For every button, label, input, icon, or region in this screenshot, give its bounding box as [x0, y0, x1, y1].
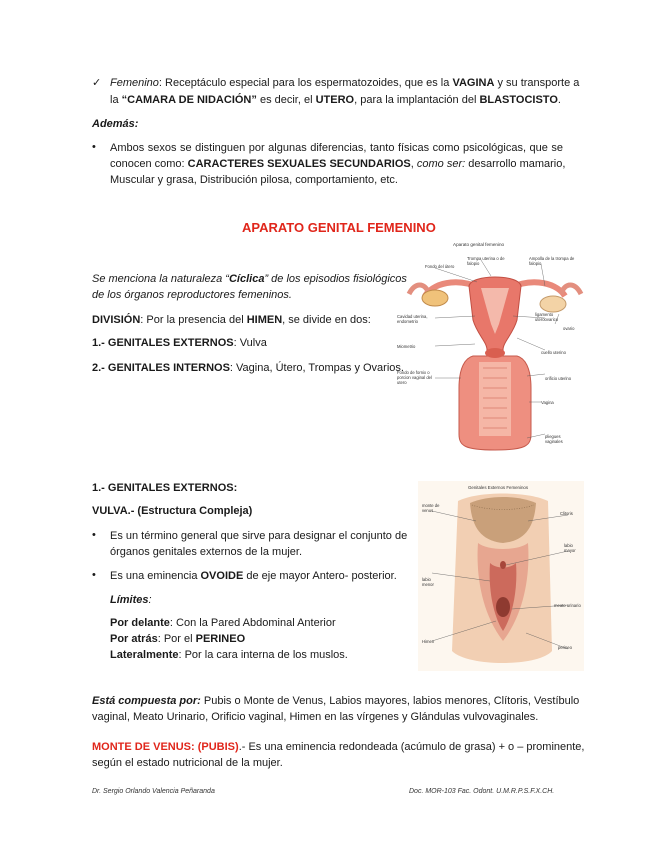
division-term: DIVISIÓN: [92, 314, 141, 326]
label-ampolla: Ampolla de la trompa de falopio: [529, 256, 575, 266]
camara-term: “CAMARA DE NIDACIÓN”: [121, 94, 257, 106]
ciclica-line2: de los órganos reproductores femeninos.: [92, 289, 292, 301]
externos-heading: 1.- GENITALES EXTERNOS:: [92, 482, 238, 494]
text-span: conocen como:: [110, 158, 188, 170]
text-span: Lateralmente: [110, 649, 179, 661]
bullet-icon: •: [92, 569, 96, 581]
ademas-line3: Muscular y grasa, Distribución pilosa, comportamiento, etc.: [110, 174, 398, 186]
ciclica-line1: [92, 272, 407, 286]
ovoide-term: OVOIDE: [200, 570, 244, 582]
text-span: , se divide en dos:: [282, 314, 371, 326]
limite-lateral: [110, 648, 348, 662]
text-span: 2.- GENITALES INTERNOS: [92, 362, 230, 374]
footer-course: Doc. MOR-103 Fac. Odont. U.M.R.P.S.F.X.CH.: [409, 788, 555, 795]
label-ligamento: ligamento uteroovarico: [535, 312, 559, 322]
text-span: Es una eminencia: [110, 570, 201, 582]
text-span: 1.- GENITALES EXTERNOS: [92, 337, 234, 349]
vulva-heading: VULVA.- (Estructura Compleja): [92, 505, 253, 517]
femenino-term: Femenino: [110, 77, 159, 89]
label-cavidad: Cavidad uterina, endometrio: [397, 314, 428, 324]
label-pliegues: pliegues vaginales: [545, 434, 563, 444]
label-orificio: orificio uterino: [545, 376, 572, 381]
bullet-icon: •: [92, 529, 96, 541]
external-anatomy-figure: [418, 481, 584, 671]
text-span: y su transporte a: [494, 77, 580, 89]
text-span: : Vagina, Útero, Trompas y Ovarios.: [229, 362, 404, 374]
text-span: Límites: [110, 594, 149, 606]
vulva-bullet2: [110, 569, 397, 583]
vulva-bullet1-line2: órganos genitales externos de la mujer.: [110, 546, 303, 558]
text-span: ,: [410, 158, 417, 170]
limite-delante: [110, 616, 336, 630]
como-ser-text: como ser:: [416, 158, 466, 170]
bullet-icon: •: [92, 141, 96, 153]
label-ovario: ovario: [563, 326, 575, 331]
ciclica-term: Cíclica: [228, 273, 265, 285]
femenino-paragraph-line1: [110, 76, 579, 90]
text-span: es decir, el: [256, 94, 316, 106]
label-cuello: cuello uterino: [541, 350, 566, 355]
himen-term: HIMEN: [246, 314, 283, 326]
label-labio-mayor: labio mayor: [564, 543, 576, 553]
text-span: Se menciona la naturaleza “: [92, 273, 229, 285]
text-span: .: [557, 94, 561, 106]
ademas-line2: [110, 157, 566, 171]
division-line: [92, 313, 371, 327]
compuesta-line2: vaginal, Meato Urinario, Orificio vaginal, Himen en las vírgenes y Glándulas vulvovaginales.: [92, 711, 539, 723]
text-span: : Con la Pared Abdominal Anterior: [169, 617, 336, 629]
compuesta-line1: [92, 694, 579, 708]
text-span: la: [110, 94, 122, 106]
label-himen: Himen: [422, 639, 435, 644]
label-clitoris: Clitoris: [560, 511, 573, 516]
caracteres-term: CARACTERES SEXUALES SECUNDARIOS: [187, 158, 411, 170]
ademas-heading: Además:: [92, 118, 139, 130]
text-span: desarrollo mamario,: [465, 158, 566, 170]
text-span: de eje mayor Antero- posterior.: [243, 570, 397, 582]
limite-atras: [110, 632, 245, 646]
text-span: .- Es una eminencia redondeada (acúmulo de grasa) + o – prominente,: [238, 741, 585, 753]
label-perineo: perineo: [558, 645, 572, 650]
perineo-term: PERINEO: [195, 633, 246, 645]
text-span: Por atrás: [110, 633, 158, 645]
text-span: Pubis o Monte de Venus, Labios mayores, labios menores, Clítoris, Vestíbulo: [200, 695, 580, 707]
figure-title: Genitales Externos Femeninos: [468, 485, 529, 490]
text-span: : Por la presencia del: [140, 314, 247, 326]
ademas-line1: Ambos sexos se distinguen por algunas diferencias, tanto físicas como psicológicas, que se: [110, 142, 563, 154]
vulva-bullet1-line1: Es un término general que sirve para designar el conjunto de: [110, 530, 408, 542]
section-title: APARATO GENITAL FEMENINO: [242, 220, 436, 235]
label-trompa: Trompa uterina o de falopio: [467, 256, 505, 266]
text-span: : Por la cara interna de los muslos.: [178, 649, 348, 661]
genitales-internos-item: [92, 361, 404, 375]
utero-term: UTERO: [315, 94, 355, 106]
label-vagina: Vagina: [541, 400, 554, 405]
check-mark-icon: ✓: [92, 77, 102, 89]
blastocisto-term: BLASTOCISTO: [479, 94, 558, 106]
monte-term: MONTE DE VENUS: (PUBIS): [92, 741, 239, 753]
label-fondo-saco: Fondo de fornix o porcion vaginal del utero: [397, 370, 432, 385]
footer-author: Dr. Sergio Orlando Valencia Peñaranda: [92, 788, 215, 795]
text-span: ” de los episodios fisiológicos: [264, 273, 407, 285]
label-monte: monte de venus: [422, 503, 440, 513]
label-meato: meato urinario: [554, 603, 581, 608]
text-span: :: [148, 594, 152, 606]
limites-heading: [110, 593, 152, 607]
text-span: Por delante: [110, 617, 170, 629]
uterus-illustration: [395, 238, 595, 456]
compuesta-term: Está compuesta por:: [92, 695, 201, 707]
text-span: : Receptáculo especial para los espermatozoides, que es la: [158, 77, 453, 89]
text-span: : Por el: [157, 633, 196, 645]
figure-title: Aparato genital femenino: [453, 242, 505, 247]
monte-line1: [92, 740, 584, 754]
label-miometrio: Miometrio: [397, 344, 416, 349]
text-span: : Vulva: [233, 337, 267, 349]
monte-line2: según el estado nutricional de la mujer.: [92, 757, 283, 769]
label-labio-menor: labio menor: [422, 577, 434, 587]
internal-anatomy-figure: [395, 238, 595, 456]
femenino-paragraph-line2: [110, 93, 561, 107]
vagina-term: VAGINA: [452, 77, 495, 89]
label-fondo: Fondo del útero: [425, 264, 455, 269]
genitales-externos-item: [92, 336, 267, 350]
text-span: , para la implantación del: [354, 94, 480, 106]
